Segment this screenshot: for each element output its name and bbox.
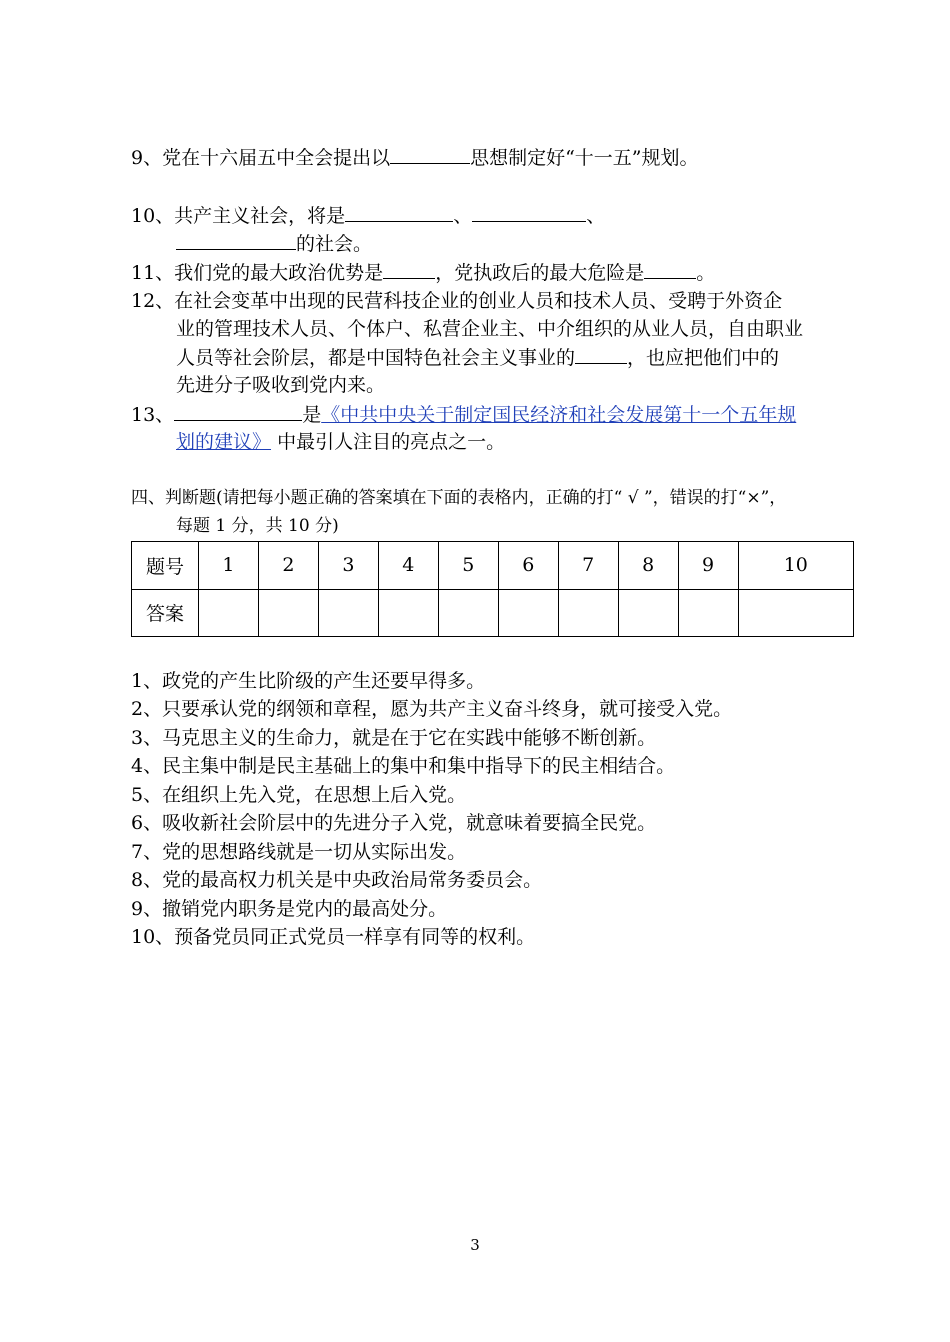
answer-cell[interactable] (438, 589, 498, 637)
q10-blank-1 (345, 201, 453, 222)
table-cell-number: 3 (318, 542, 378, 590)
q9-text-pre: 9、党在十六届五中全会提出以 (131, 147, 391, 169)
judge-item-7: 7、党的思想路线就是一切从实际出发。 (131, 841, 467, 863)
judge-item-3: 3、马克思主义的生命力，就是在于它在实践中能够不断创新。 (131, 727, 657, 749)
q13-blank (174, 400, 302, 421)
answer-cell[interactable] (318, 589, 378, 637)
table-cell-number: 9 (678, 542, 738, 590)
answer-cell[interactable] (199, 589, 259, 637)
judge-item-10: 10、预备党员同正式党员一样享有同等的权利。 (131, 926, 536, 948)
answer-table (131, 541, 854, 637)
judge-item-4: 4、民主集中制是民主基础上的集中和集中指导下的民主相结合。 (131, 755, 676, 777)
q11-blank-1 (383, 258, 435, 279)
q13-document-link[interactable]: 《中共中央关于制定国民经济和社会发展第十一个五年规 (321, 404, 797, 426)
answer-cell[interactable] (678, 589, 738, 637)
q10-blank-3 (176, 229, 296, 250)
judge-item-1: 1、政党的产生比阶级的产生还要早得多。 (131, 670, 486, 692)
question-13-cont (176, 428, 505, 456)
judge-item-9: 9、撤销党内职务是党内的最高处分。 (131, 898, 448, 920)
q12-text-post: ，也应把他们中的 (627, 347, 780, 369)
q11-text-pre: 11、我们党的最大政治优势是 (131, 262, 384, 284)
q11-text-post: 。 (696, 262, 716, 284)
question-13 (131, 400, 796, 429)
table-header-number: 题号 (132, 542, 199, 590)
q9-blank (390, 143, 470, 164)
q10-sep-1: 、 (453, 205, 473, 227)
judge-item-6: 6、吸收新社会阶层中的先进分子入党，就意味着要搞全民党。 (131, 812, 657, 834)
question-9 (131, 143, 699, 172)
judge-item-8: 8、党的最高权力机关是中央政治局常务委员会。 (131, 869, 543, 891)
question-12-line3 (176, 343, 779, 372)
answer-cell[interactable] (738, 589, 853, 637)
table-header-answer: 答案 (132, 589, 199, 637)
q12-text-pre: 人员等社会阶层，都是中国特色社会主义事业的 (176, 347, 576, 369)
answer-cell[interactable] (558, 589, 618, 637)
q11-blank-2 (644, 258, 696, 279)
answer-cell[interactable] (258, 589, 318, 637)
q13-text-pre: 13、 (131, 404, 175, 426)
q10-text-post: 的社会。 (296, 233, 373, 255)
question-10 (131, 201, 605, 230)
answer-cell[interactable] (378, 589, 438, 637)
q13-document-link-cont[interactable]: 划的建议》 (176, 431, 272, 453)
q10-text-pre: 10、共产主义社会，将是 (131, 205, 346, 227)
q13-text-post: 中最引人注目的亮点之一。 (277, 431, 506, 453)
table-cell-number: 7 (558, 542, 618, 590)
q9-text-post: 思想制定好“十一五”规划。 (470, 147, 699, 169)
question-12-line1: 12、在社会变革中出现的民营科技企业的创业人员和技术人员、受聘于外资企 (131, 290, 783, 312)
q10-blank-2 (472, 201, 586, 222)
table-cell-number: 10 (738, 542, 853, 590)
table-cell-number: 2 (258, 542, 318, 590)
table-cell-number: 6 (498, 542, 558, 590)
answer-cell[interactable] (498, 589, 558, 637)
question-11 (131, 258, 715, 287)
table-cell-number: 4 (378, 542, 438, 590)
judge-item-5: 5、在组织上先入党，在思想上后入党。 (131, 784, 467, 806)
question-10-cont (176, 229, 372, 258)
answer-cell[interactable] (618, 589, 678, 637)
section-4-scoring: 每题 1 分，共 10 分) (176, 516, 339, 536)
q11-text-mid: ，党执政后的最大危险是 (435, 262, 645, 284)
table-cell-number: 5 (438, 542, 498, 590)
section-4-heading: 四、判断题(请把每小题正确的答案填在下面的表格内，正确的打“ √ ”，错误的打“×”， (131, 488, 787, 508)
q12-blank (575, 343, 627, 364)
table-cell-number: 1 (199, 542, 259, 590)
question-12-line4: 先进分子吸收到党内来。 (176, 374, 386, 396)
judge-item-2: 2、只要承认党的纲领和章程，愿为共产主义奋斗终身，就可接受入党。 (131, 698, 733, 720)
table-cell-number: 8 (618, 542, 678, 590)
question-12-line2: 业的管理技术人员、个体户、私营企业主、中介组织的从业人员，自由职业 (176, 318, 804, 340)
table-row-numbers (132, 542, 854, 590)
table-row-answers (132, 589, 854, 637)
q10-sep-2: 、 (586, 205, 606, 227)
page-number: 3 (470, 1236, 480, 1254)
q13-text-mid: 是 (302, 404, 322, 426)
